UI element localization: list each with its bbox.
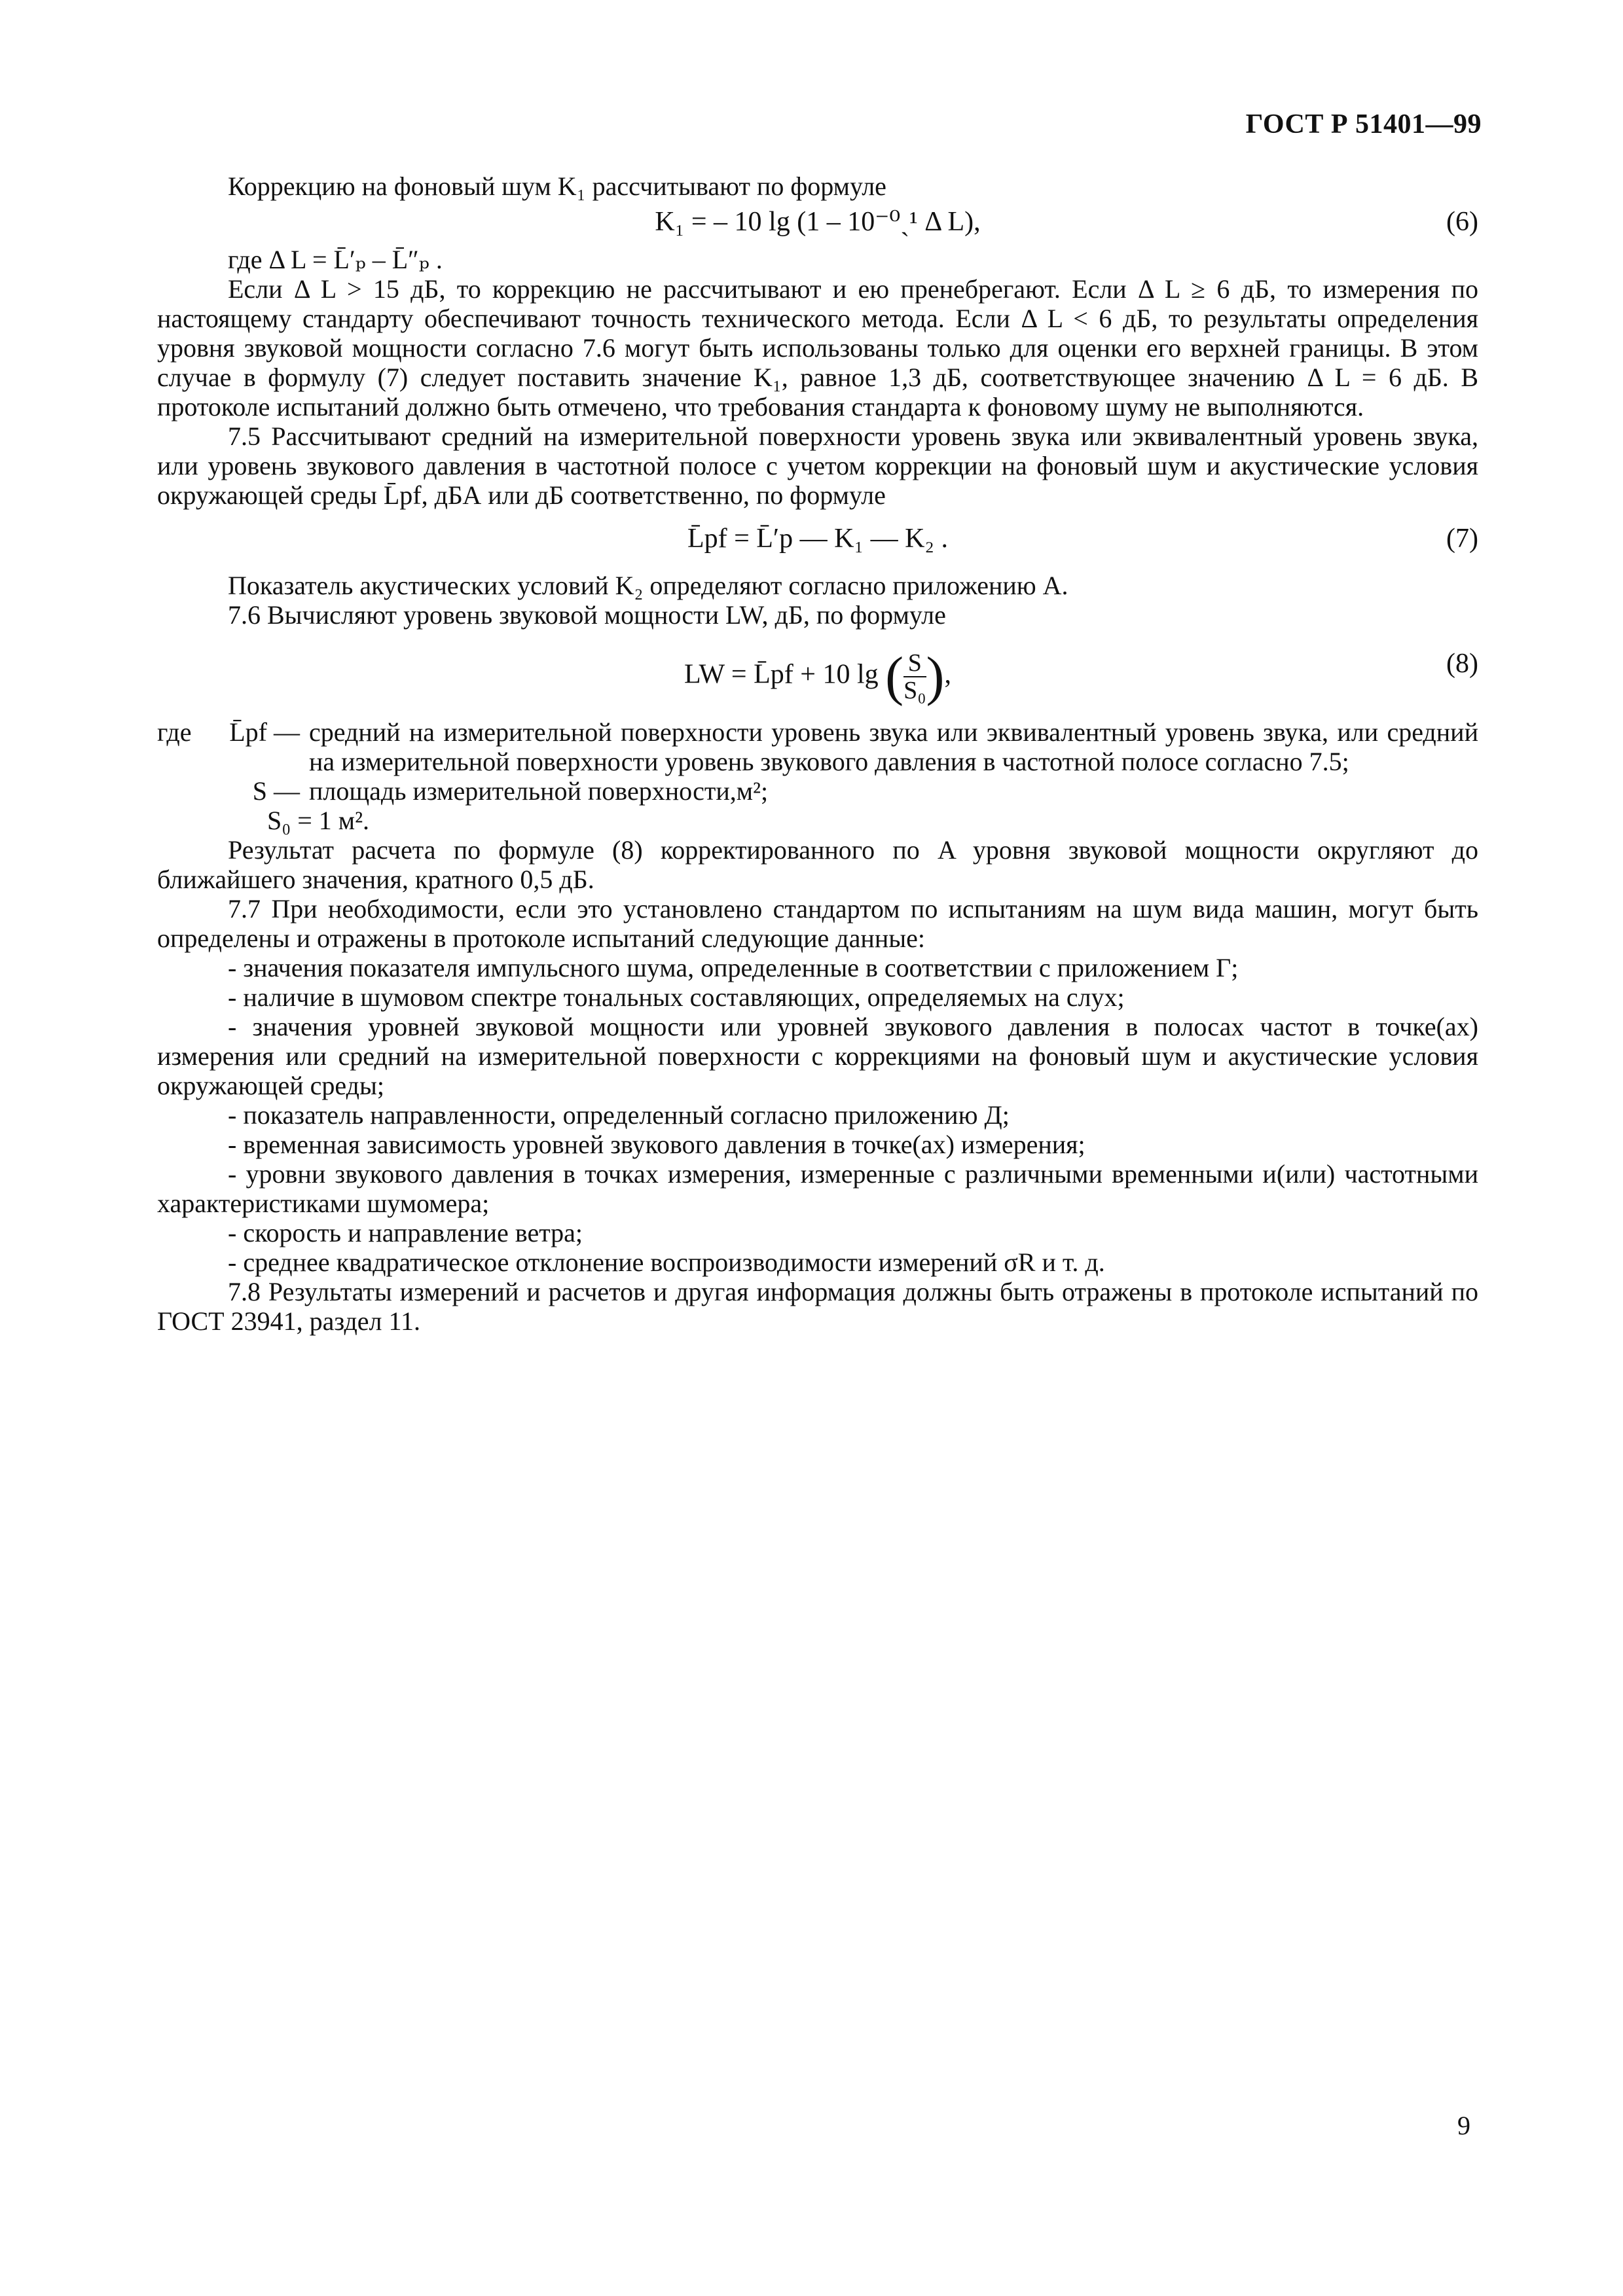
formula-7-number: (7) <box>1446 524 1478 554</box>
formula-6-number: (6) <box>1446 207 1478 237</box>
list-item: - наличие в шумовом спектре тональных составляющих, определяемых на слух; <box>228 982 1125 1012</box>
paragraph-k2: Показатель акустических условий K₂ определяют согласно приложению А. <box>228 571 1068 600</box>
formula-8-lhs: LW = L̄pf + 10 lg <box>684 659 879 690</box>
paragraph-rounding: Результат расчета по формуле (8) корректированного по A уровня звуковой мощности округляют до ближайшего значения, кратного 0,5 дБ. <box>157 835 1478 894</box>
formula-6 <box>157 207 1478 237</box>
formula-8-fraction-numerator: S <box>903 650 926 677</box>
paragraph-7-6: 7.6 Вычисляют уровень звуковой мощности LW, дБ, по формуле <box>228 600 946 630</box>
formula-8-number: (8) <box>1446 649 1478 679</box>
formula-8 <box>157 646 1478 707</box>
paragraph-background-noise: Если Δ L > 15 дБ, то коррекцию не рассчитывают и ею пренебрегают. Если Δ L ≥ 6 дБ, то измерения по настоящему стандарту обеспечивают точность технического метода. Если Δ L < 6 дБ, то результаты определения уровня звуковой мощности согласно 7.6 могут быть использованы только для оценки его верхней границы. В этом случае в формулу (7) следует поставить значение K₁, равное 1,3 дБ, соответствующее значению Δ L = 6 дБ. В протоколе испытаний должно быть отмечено, что требования стандарта к фоновому шуму не выполняются. <box>157 274 1478 422</box>
list-item: - показатель направленности, определенный согласно приложению Д; <box>228 1100 1010 1130</box>
paragraph-7-5: 7.5 Рассчитывают средний на измерительной поверхности уровень звука или эквивалентный уровень звука, или уровень звукового давления в частотной полосе с учетом коррекции на фоновый шум и акустические условия окружающей среды L̄pf, дБА или дБ соответственно, по формуле <box>157 422 1478 510</box>
where-line-s0 <box>157 806 1478 835</box>
where-label: где <box>157 717 192 747</box>
list-item: - значения показателя импульсного шума, определенные в соответствии с приложением Г; <box>228 953 1239 982</box>
where-line-s <box>157 776 1478 806</box>
list-item: - среднее квадратическое отклонение воспроизводимости измерений σR и т. д. <box>228 1247 1105 1277</box>
formula-8-fraction-denominator: S₀ <box>903 677 926 704</box>
where-definitions <box>157 717 1478 835</box>
formula-8-expression: LW = L̄pf + 10 lg ( $\frac{S}{\text{S₀}}$ ), <box>684 646 951 707</box>
where-text-s: площадь измерительной поверхности,м²; <box>309 776 769 806</box>
document-header: ГОСТ Р 51401—99 <box>1245 109 1482 139</box>
paragraph-7-7: 7.7 При необходимости, если это установлено стандартом по испытаниям на шум вида машин, могут быть определены и отражены в протоколе испытаний следующие данные: <box>157 894 1478 953</box>
formula-7-expression: L̄pf = L̄′p — K₁ — K₂ . <box>687 524 949 554</box>
formula-7 <box>157 524 1478 554</box>
where-line-lpf <box>157 717 1478 776</box>
list-item: - уровни звукового давления в точках измерения, измеренные с различными временными и(или) частотными характеристиками шумомера; <box>157 1159 1478 1218</box>
where-symbol-lpf: L̄pf — <box>229 717 300 747</box>
list-item: - временная зависимость уровней звукового давления в точке(ах) измерения; <box>228 1130 1085 1159</box>
paragraph-k1-intro: Коррекцию на фоновый шум K₁ рассчитывают по формуле <box>228 171 886 201</box>
list-item: - значения уровней звуковой мощности или уровней звукового давления в полосах частот в точке(ах) измерения или средний на измерительной поверхности с коррекциями на фоновый шум и акустические условия окружающей среды; <box>157 1012 1478 1100</box>
where-symbol-s: S — <box>252 776 300 806</box>
where-text-lpf: средний на измерительной поверхности уровень звука или эквивалентный уровень звука, или средний на измерительной поверхности уровень звукового давления в частотной полосе согласно 7.5; <box>309 717 1478 776</box>
list-item: - скорость и направление ветра; <box>228 1218 583 1247</box>
formula-6-expression: K₁ = – 10 lg (1 – 10⁻⁰ˏ¹ Δ L), <box>655 207 981 237</box>
page-number: 9 <box>1457 2111 1470 2140</box>
data-list <box>157 953 1478 1277</box>
delta-l-definition: где Δ L = L̄′ₚ – L̄″ₚ . <box>228 245 443 274</box>
formula-8-fraction <box>903 650 926 704</box>
paragraph-7-8: 7.8 Результаты измерений и расчетов и другая информация должны быть отражены в протоколе испытаний по ГОСТ 23941, раздел 11. <box>157 1277 1478 1336</box>
where-symbol-s0: S₀ = 1 м². <box>267 806 370 835</box>
page-body <box>157 171 1478 1336</box>
